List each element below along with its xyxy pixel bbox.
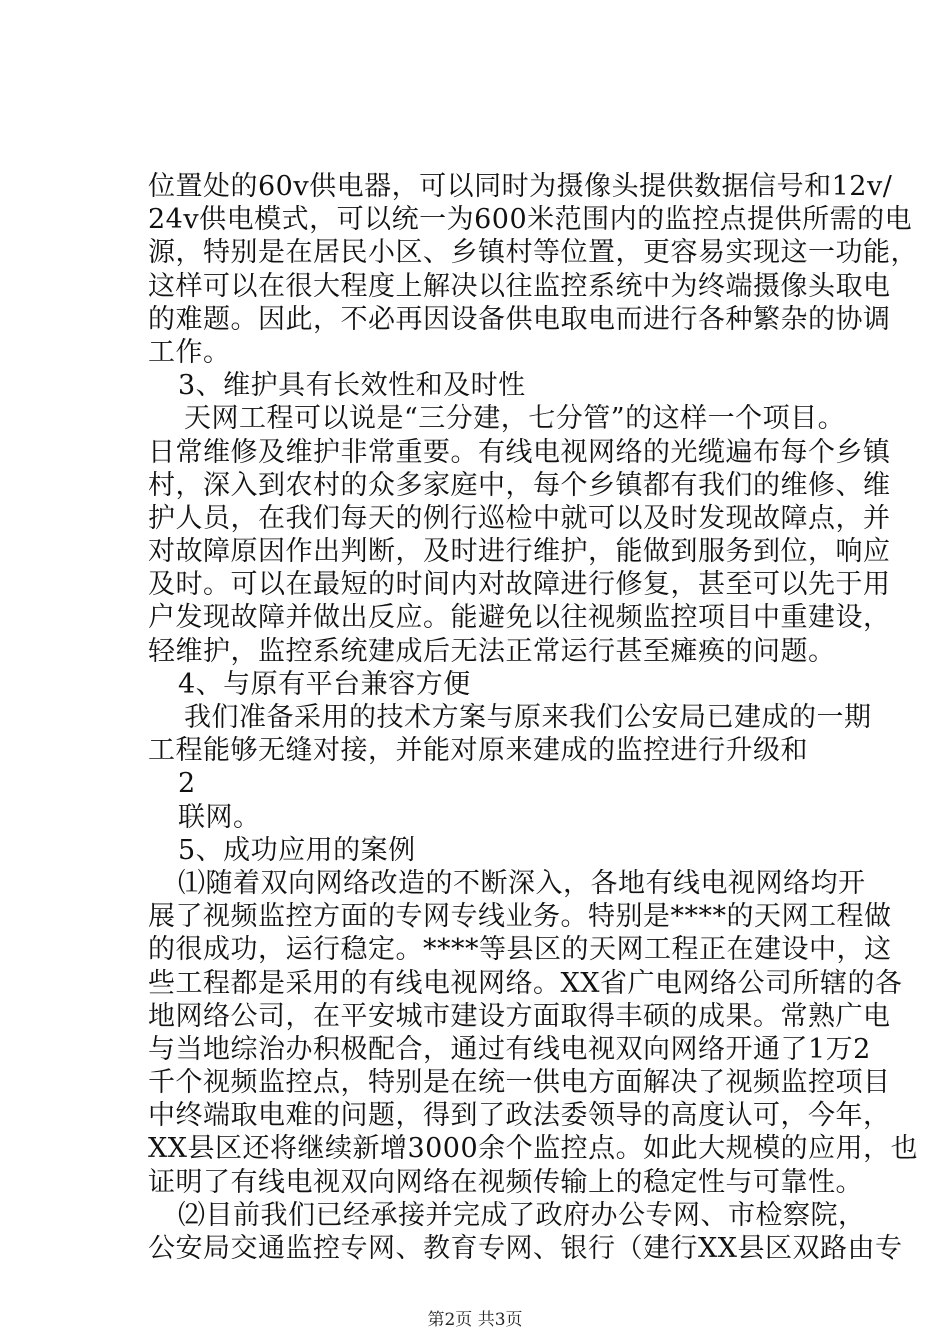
- text-line: ⑴随着双向网络改造的不断深入，各地有线电视网络均开: [178, 867, 866, 899]
- text-line: 这样可以在很大程度上解决以往监控系统中为终端摄像头取电: [148, 270, 891, 302]
- text-line: 及时。可以在最短的时间内对故障进行修复，甚至可以先于用: [148, 569, 891, 601]
- document-body: [148, 170, 919, 1265]
- text-line: 护人员，在我们每天的例行巡检中就可以及时发现故障点，并: [148, 502, 891, 534]
- text-line: 证明了有线电视双向网络在视频传输上的稳定性与可靠性。: [148, 1166, 863, 1198]
- text-line: 源，特别是在居民小区、乡镇村等位置，更容易实现这一功能，: [148, 237, 918, 269]
- text-line: 公安局交通监控专网、教育专网、银行（建行XX县区双路由专: [148, 1233, 903, 1264]
- text-line: 展了视频监控方面的专网专线业务。特别是****的天网工程做: [148, 901, 892, 933]
- text-line: 天网工程可以说是“三分建，七分管”的这样一个项目。: [184, 403, 846, 435]
- page-number-inline: 2: [178, 768, 196, 800]
- text-line: 中终端取电难的问题，得到了政法委领导的高度认可，今年，: [148, 1100, 891, 1132]
- text-line: 联网。: [178, 801, 261, 833]
- text-line: 村，深入到农村的众多家庭中，每个乡镇都有我们的维修、维: [148, 469, 891, 501]
- text-line: 我们准备采用的技术方案与原来我们公安局已建成的一期: [184, 702, 872, 733]
- text-line: 的难题。因此，不必再因设备供电取电而进行各种繁杂的协调: [148, 303, 891, 335]
- text-line: 24v供电模式，可以统一为600米范围内的监控点提供所需的电: [148, 204, 913, 236]
- text-line: 户发现故障并做出反应。能避免以往视频监控项目中重建设，: [148, 602, 891, 634]
- section-heading: 5、成功应用的案例: [178, 834, 416, 866]
- text-line: 的很成功，运行稳定。****等县区的天网工程正在建设中，这: [148, 934, 892, 966]
- section-heading: 4、与原有平台兼容方便: [178, 668, 471, 700]
- text-line: 对故障原因作出判断，及时进行维护，能做到服务到位，响应: [148, 536, 891, 568]
- text-line: 与当地综治办积极配合，通过有线电视双向网络开通了1万2: [148, 1033, 871, 1065]
- text-line: XX县区还将继续新增3000余个监控点。如此大规模的应用，也: [148, 1133, 919, 1165]
- section-heading: 3、维护具有长效性和及时性: [178, 370, 526, 402]
- text-line: 些工程都是采用的有线电视网络。XX省广电网络公司所辖的各: [148, 967, 903, 999]
- page-footer: 第2页 共3页: [427, 1310, 523, 1330]
- text-line: 地网络公司，在平安城市建设方面取得丰硕的成果。常熟广电: [148, 1000, 891, 1032]
- text-line: 千个视频监控点，特别是在统一供电方面解决了视频监控项目: [148, 1067, 891, 1099]
- text-line: ⑵目前我们已经承接并完成了政府办公专网、市检察院，: [178, 1199, 866, 1231]
- text-line: 轻维护，监控系统建成后无法正常运行甚至瘫痪的问题。: [148, 635, 836, 667]
- text-line: 日常维修及维护非常重要。有线电视网络的光缆遍布每个乡镇: [148, 436, 891, 468]
- text-line: 工作。: [148, 336, 231, 368]
- text-line: 位置处的60v供电器，可以同时为摄像头提供数据信号和12v/: [148, 171, 893, 202]
- text-line: 工程能够无缝对接，并能对原来建成的监控进行升级和: [148, 735, 808, 767]
